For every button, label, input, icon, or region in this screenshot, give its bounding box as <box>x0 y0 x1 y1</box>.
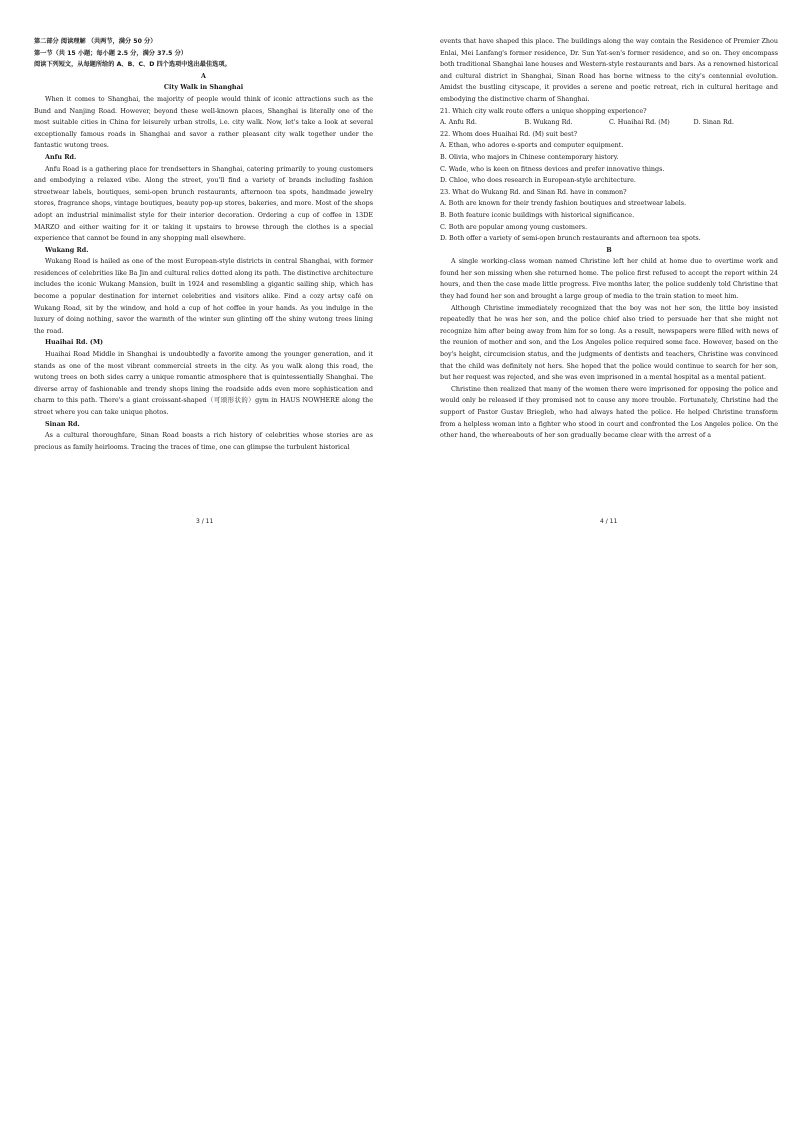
q22-option-b: B. Olivia, who majors in Chinese contemporary history. <box>440 152 619 161</box>
q22-option-a: A. Ethan, who adores e-sports and computer equipment. <box>440 141 624 150</box>
instructions: 阅读下列短文，从每题所给的 A、B、C、D 四个选项中选出最佳选项。 <box>34 61 231 69</box>
intro-paragraph: When it comes to Shanghai, the majority of people would think of iconic attractions such as the Bund and Nanjing Road. However, beyond these well-known places, Shanghai is literally one of the most suitable cities in China for leisurely urban strolls, i.e. city walk. Now, let's take a look at several exceptionally famous roads in Shanghai and savor a rather pleasant city walk together under the fantastic wutong trees. <box>34 94 373 150</box>
wukang-heading: Wukang Rd. <box>45 245 89 254</box>
passage-b-paragraph-3: Christine then realized that many of the women there were imprisoned for opposing the police and would only be released if they promised not to cause any more trouble. Fortunately, Christine had the support of Pastor Gustav Briegleb, who had always hated the police. He helped Christine transform from a helpless woman into a fighter who stood in court and confronted the Los Angeles police. On the other hand, the whereabouts of her son gradually became clear with the arrest of a <box>440 384 778 440</box>
sinan-heading: Sinan Rd. <box>45 419 80 428</box>
anfu-heading: Anfu Rd. <box>45 152 77 161</box>
passage-letter-a: A <box>201 71 206 80</box>
huaihai-heading: Huaihai Rd. (M) <box>45 338 104 347</box>
q23-option-d: D. Both offer a variety of semi-open brunch restaurants and afternoon tea spots. <box>440 234 701 243</box>
q21-option-b: B. Wukang Rd. <box>524 118 573 127</box>
q22-option-d: D. Chloe, who does research in European-style architecture. <box>440 176 636 185</box>
part-header: 第二部分 阅读理解 （共两节，满分 50 分） <box>34 38 157 45</box>
passage-b-paragraph-1: A single working-class woman named Christine left her child at home due to overtime work and found her son missing when she returned home. The police first refused to accept the report within 24 hours, and then the case made little progress. Five months later, the police suddenly told Christine that they had found her son and brought a large group of media to the train station to meet him. <box>440 257 778 301</box>
question-23: 23. What do Wukang Rd. and Sinan Rd. have in common? <box>440 187 627 196</box>
passage-b-paragraph-2: Although Christine immediately recognized that the boy was not her son, the little boy insisted repeatedly that he was her son, and the police chief also tried to persuade her that she might not recognize him after being away from him for so long. As a result, newspapers were filled with news of the reunion of mother and son, and the Los Angeles police required some face. However, based on the boy's height, circumcision status, and the judgments of dentists and teachers, Christine was convinced that the child was definitely not hers. She hoped that the police would continue to search for her son, but her request was rejected, and she was even imprisoned in a mental hospital as a mental patient. <box>440 303 778 382</box>
question-22: 22. Whom does Huaihai Rd. (M) suit best? <box>440 129 578 138</box>
sinan-continued: events that have shaped this place. The buildings along the way contain the Residence of Premier Zhou Enlai, Mei Lanfang's former residence, Dr. Sun Yat-sen's former residence, and so on. They encompass both traditional Shanghai lane houses and Western-style restaurants and bars. As a renowned historical and cultural district in Shanghai, Sinan Road has borne witness to the city's centennial evolution. Amidst the bustling cityscape, it provides a serene and poetic retreat, rich in cultural heritage and embodying the distinctive charm of Shanghai. <box>440 37 778 103</box>
anfu-paragraph: Anfu Road is a gathering place for trendsetters in Shanghai, catering primarily to young customers and embodying a relaxed vibe. Along the street, you'll find a variety of brands including fashion streetwear labels, boutiques, semi-open brunch restaurants, afternoon tea spots, handmade jewelry stores, fragrance shops, vintage boutiques, beauty pop-up stores, bakeries, and more. Most of the shops adopt an industrial minimalist style for their interior decoration. Ordering a cup of coffee in 13DE MARZO and either waiting for it or taking it upstairs to browse through the clothes is a special experience that cannot be found in any shopping mall elsewhere. <box>34 164 373 243</box>
q21-option-a: A. Anfu Rd. <box>440 118 477 127</box>
right-column <box>440 36 778 442</box>
passage-letter-b: B <box>606 245 612 254</box>
page-number-right: 4 / 11 <box>600 518 618 525</box>
sinan-paragraph: As a cultural thoroughfare, Sinan Road boasts a rich history of celebrities whose stories are as precious as family heirlooms. Tracing the traces of time, one can glimpse the turbulent historical <box>34 431 373 451</box>
q23-option-b: B. Both feature iconic buildings with historical significance. <box>440 210 635 219</box>
page-number-left: 3 / 11 <box>196 518 214 525</box>
passage-title: City Walk in Shanghai <box>163 83 244 92</box>
section-header: 第一节（共 15 小题；每小题 2.5 分，满分 37.5 分） <box>34 49 187 57</box>
wukang-paragraph: Wukang Road is hailed as one of the most European-style districts in central Shanghai, with former residences of celebrities like Ba Jin and cultural relics dotted along its path. The distinctive architecture includes the iconic Wukang Mansion, built in 1924 and resembling a gigantic sailing ship, which has become a popular destination for internet celebrities and visitors alike. Find a cozy artsy café on Wukang Road, sit by the window, and hold a cup of hot coffee in your hands. As you indulge in the luxury of doing nothing, savor the warmth of the winter sun glinting off the shiny wutong trees lining the road. <box>34 257 373 335</box>
q23-option-c: C. Both are popular among young customers. <box>440 222 588 231</box>
huaihai-paragraph: Huaihai Road Middle in Shanghai is undoubtedly a favorite among the younger generation, and it stands as one of the most vibrant commercial streets in the city. As you walk along this road, the wutong trees on both sides carry a unique romantic atmosphere that is quintessentially Shanghai. The diverse array of fashionable and trendy shops lining the roadside adds even more sophistication and charm to this path. There's a giant croissant-shaped（可颂形状的）gym in HAUS NOWHERE along the street where you can take unique photos. <box>34 350 373 416</box>
q21-option-d: D. Sinan Rd. <box>693 118 734 127</box>
question-21: 21. Which city walk route offers a unique shopping experience? <box>440 106 647 115</box>
question-21-options <box>440 117 778 129</box>
q21-option-c: C. Huaihai Rd. (M) <box>609 118 670 127</box>
q23-option-a: A. Both are known for their trendy fashion boutiques and streetwear labels. <box>440 199 687 208</box>
left-column <box>34 36 373 453</box>
q22-option-c: C. Wade, who is keen on fitness devices and prefer innovative things. <box>440 164 665 173</box>
